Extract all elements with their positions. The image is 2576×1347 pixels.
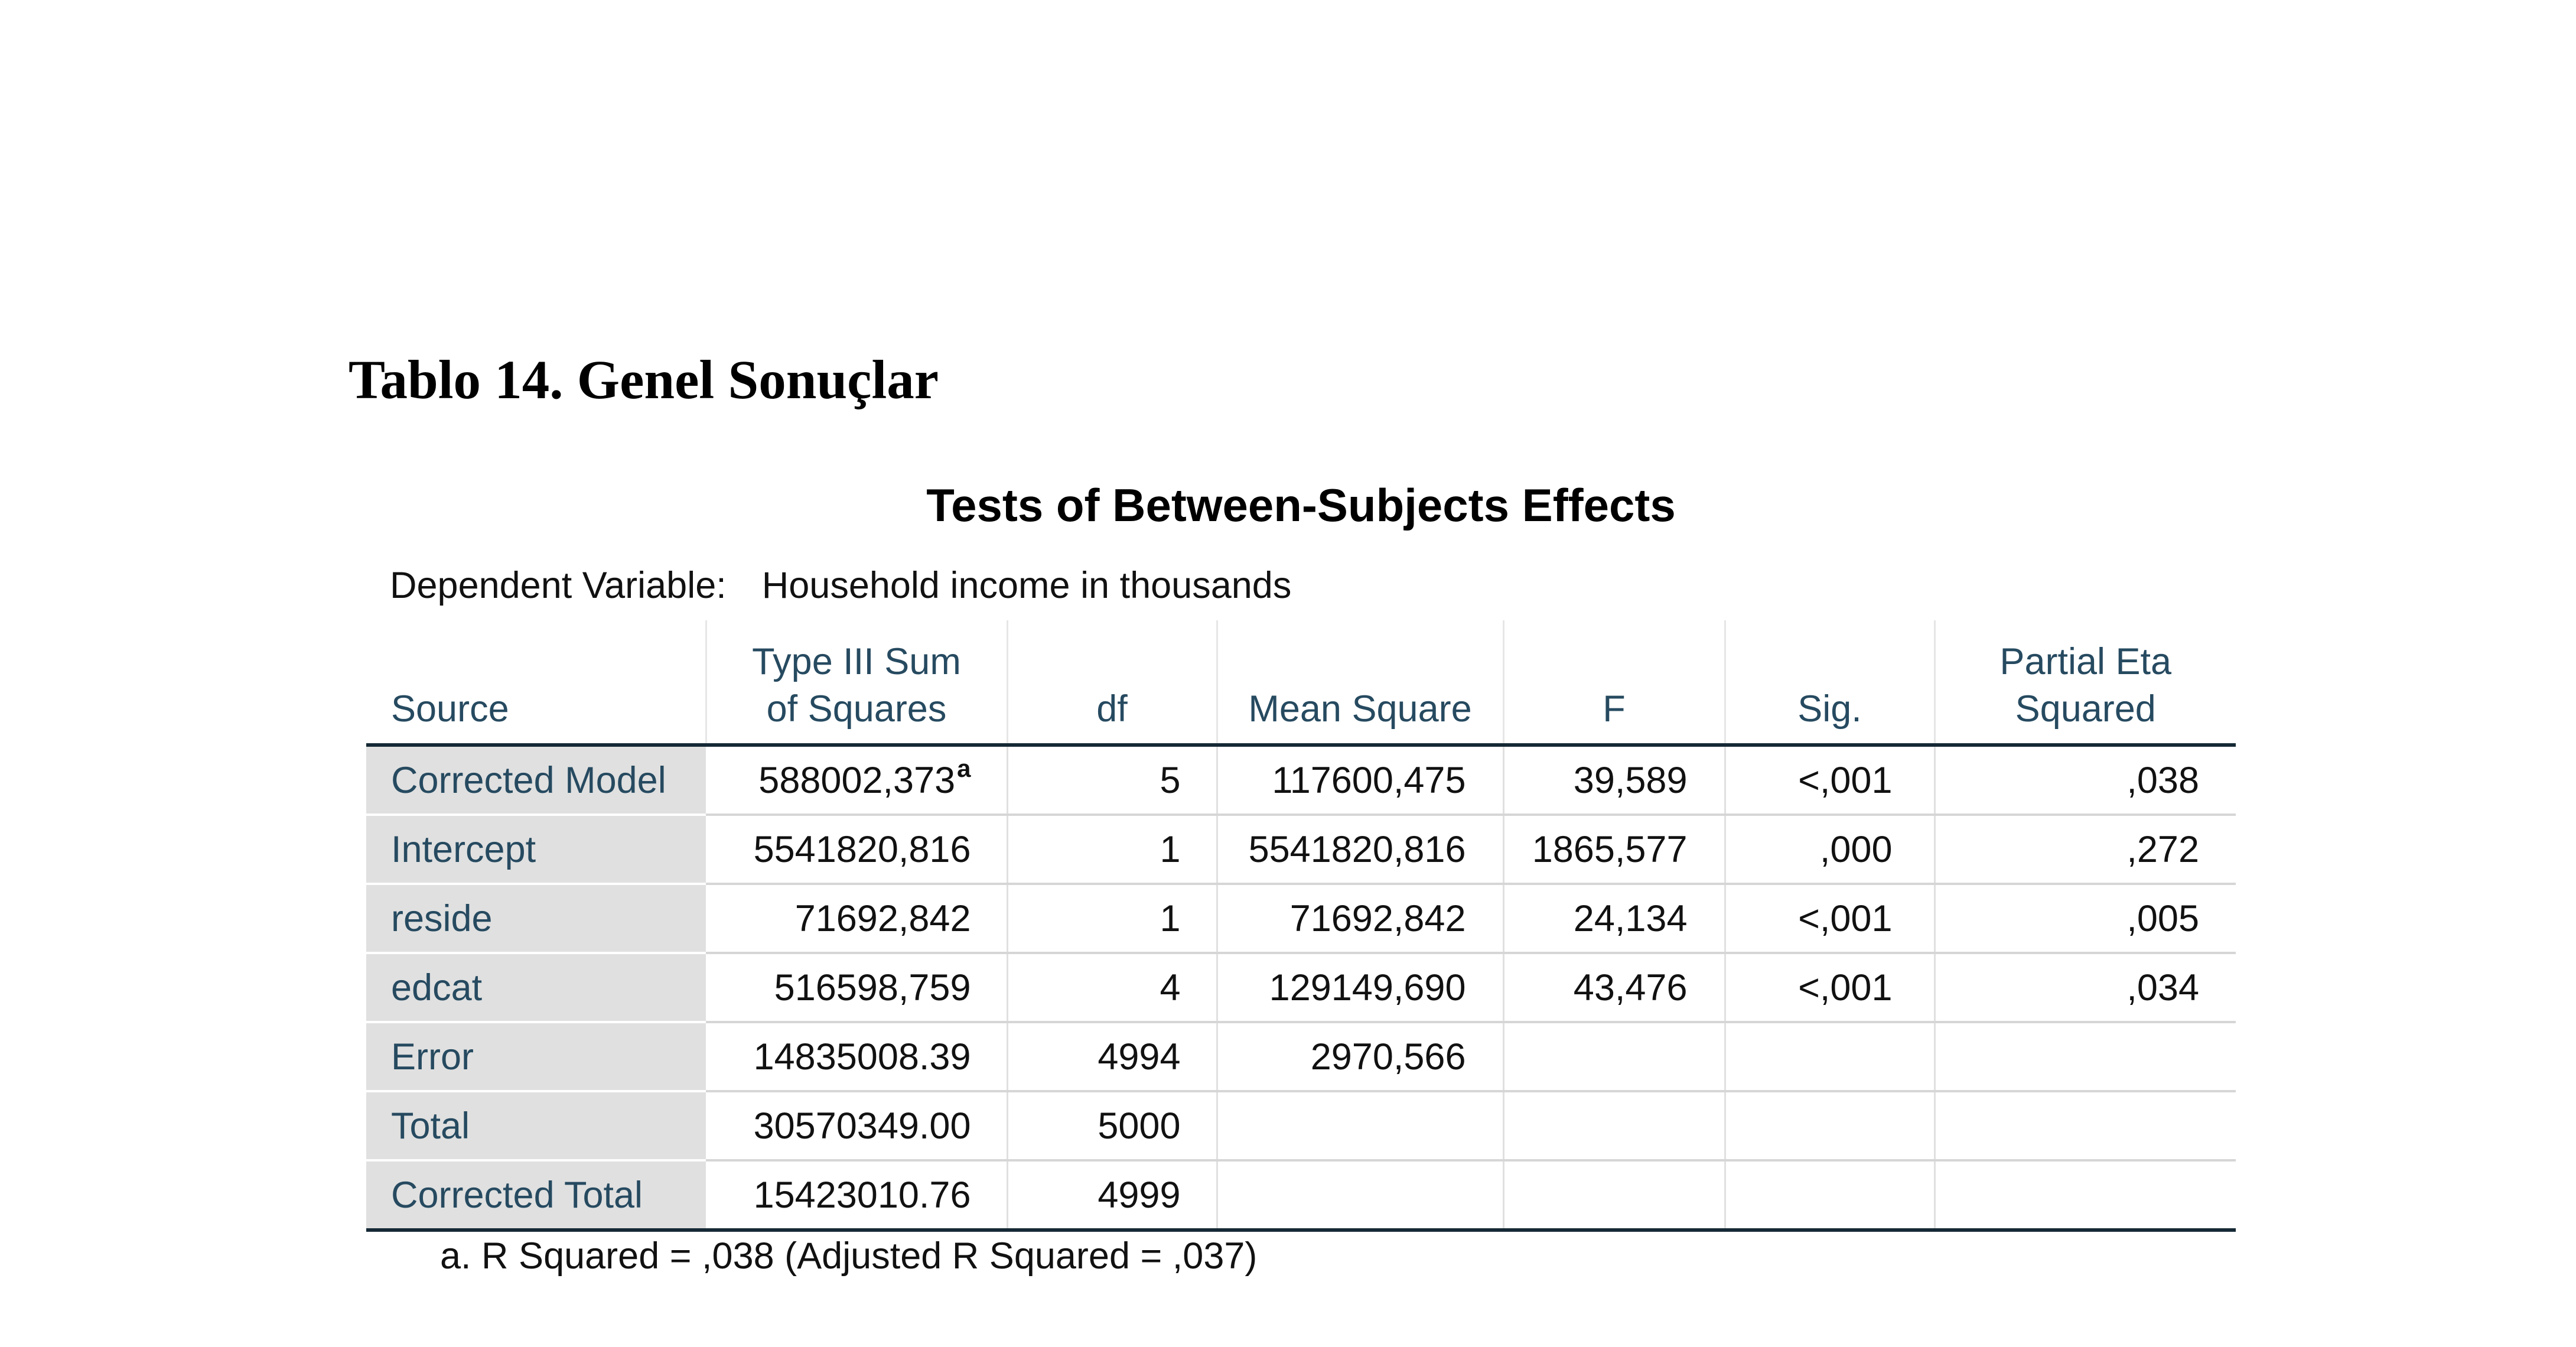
table-row — [366, 745, 2236, 815]
footnote-marker: a — [957, 754, 971, 782]
cell-sum-of-squares: 14835008.39 — [706, 1022, 1007, 1091]
cell-df: 5000 — [1007, 1091, 1217, 1160]
anova-table — [366, 620, 2236, 1232]
cell-df: 4994 — [1007, 1022, 1217, 1091]
cell-sig — [1725, 1091, 1935, 1160]
table-footnote: a. R Squared = ,038 (Adjusted R Squared = ,037) — [440, 1235, 1258, 1277]
row-label-total: Total — [366, 1091, 706, 1160]
cell-sig: ,000 — [1725, 815, 1935, 884]
cell-partial-eta — [1935, 1160, 2236, 1230]
column-header-source: Source — [366, 620, 706, 745]
cell-f: 43,476 — [1503, 953, 1725, 1022]
row-label-corrected-total: Corrected Total — [366, 1160, 706, 1230]
cell-mean-square: 2970,566 — [1217, 1022, 1503, 1091]
column-header-partial-eta-line1: Partial Eta — [1999, 641, 2172, 682]
cell-sum-of-squares: 30570349.00 — [706, 1091, 1007, 1160]
cell-mean-square — [1217, 1160, 1503, 1230]
cell-partial-eta: ,005 — [1935, 884, 2236, 953]
cell-mean-square — [1217, 1091, 1503, 1160]
dependent-variable-value: Household income in thousands — [761, 565, 1292, 606]
table-row — [366, 1160, 2236, 1230]
cell-sig — [1725, 1160, 1935, 1230]
cell-f — [1503, 1091, 1725, 1160]
row-label-corrected-model: Corrected Model — [366, 745, 706, 815]
column-header-f: F — [1503, 620, 1725, 745]
row-label-error: Error — [366, 1022, 706, 1091]
table-row — [366, 1091, 2236, 1160]
cell-sig — [1725, 1022, 1935, 1091]
cell-sum-of-squares: 15423010.76 — [706, 1160, 1007, 1230]
column-header-mean-square: Mean Square — [1217, 620, 1503, 745]
table-row — [366, 815, 2236, 884]
table-row — [366, 1022, 2236, 1091]
cell-df: 5 — [1007, 745, 1217, 815]
cell-f: 39,589 — [1503, 745, 1725, 815]
cell-sum-of-squares: 516598,759 — [706, 953, 1007, 1022]
cell-sum-of-squares — [706, 745, 1007, 815]
cell-partial-eta — [1935, 1091, 2236, 1160]
cell-partial-eta: ,038 — [1935, 745, 2236, 815]
row-label-reside: reside — [366, 884, 706, 953]
cell-f: 24,134 — [1503, 884, 1725, 953]
cell-sum-of-squares-value: 588002,373 — [758, 759, 956, 801]
cell-df: 4999 — [1007, 1160, 1217, 1230]
column-header-sum-of-squares — [706, 620, 1007, 745]
cell-sum-of-squares: 5541820,816 — [706, 815, 1007, 884]
cell-mean-square: 71692,842 — [1217, 884, 1503, 953]
cell-f: 1865,577 — [1503, 815, 1725, 884]
cell-df: 1 — [1007, 815, 1217, 884]
cell-sig: <,001 — [1725, 953, 1935, 1022]
column-header-sum-of-squares-line1: Type III Sum — [752, 641, 961, 682]
output-title: Tests of Between-Subjects Effects — [926, 479, 1676, 531]
dependent-variable-line — [390, 564, 1291, 607]
cell-partial-eta: ,272 — [1935, 815, 2236, 884]
dependent-variable-label: Dependent Variable: — [390, 565, 727, 606]
column-header-df: df — [1007, 620, 1217, 745]
cell-mean-square: 117600,475 — [1217, 745, 1503, 815]
cell-f — [1503, 1160, 1725, 1230]
cell-sig: <,001 — [1725, 884, 1935, 953]
table-caption: Tablo 14. Genel Sonuçlar — [349, 350, 939, 411]
column-header-partial-eta-line2: Squared — [2015, 688, 2156, 730]
anova-table-container — [366, 620, 2236, 1232]
column-header-sum-of-squares-line2: of Squares — [766, 688, 947, 730]
cell-df: 1 — [1007, 884, 1217, 953]
cell-mean-square: 129149,690 — [1217, 953, 1503, 1022]
cell-sum-of-squares: 71692,842 — [706, 884, 1007, 953]
cell-partial-eta — [1935, 1022, 2236, 1091]
cell-partial-eta: ,034 — [1935, 953, 2236, 1022]
cell-sig: <,001 — [1725, 745, 1935, 815]
cell-f — [1503, 1022, 1725, 1091]
table-row — [366, 884, 2236, 953]
row-label-intercept: Intercept — [366, 815, 706, 884]
table-row — [366, 953, 2236, 1022]
table-header-row — [366, 620, 2236, 745]
row-label-edcat: edcat — [366, 953, 706, 1022]
column-header-sig: Sig. — [1725, 620, 1935, 745]
column-header-partial-eta — [1935, 620, 2236, 745]
cell-mean-square: 5541820,816 — [1217, 815, 1503, 884]
cell-df: 4 — [1007, 953, 1217, 1022]
